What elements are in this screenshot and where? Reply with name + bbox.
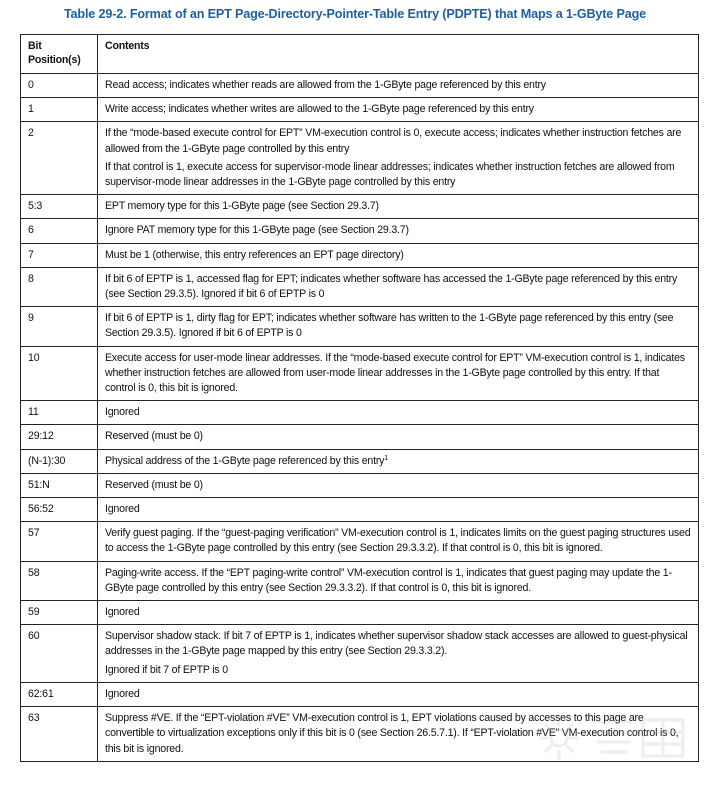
table-row xyxy=(21,498,699,522)
contents-paragraph xyxy=(105,311,692,341)
bit-position-cell: 62:61 xyxy=(21,682,98,706)
contents-paragraph xyxy=(105,405,692,420)
contents-cell xyxy=(98,243,699,267)
contents-paragraph xyxy=(105,126,692,156)
contents-paragraph xyxy=(105,248,692,263)
bit-position-cell: 5:3 xyxy=(21,195,98,219)
contents-cell xyxy=(98,267,699,306)
contents-cell xyxy=(98,449,699,473)
footnote-marker: 1 xyxy=(384,454,388,462)
table-row xyxy=(21,601,699,625)
bit-position-cell: 9 xyxy=(21,307,98,346)
table-row xyxy=(21,425,699,449)
contents-text: Suppress #VE. If the “EPT-violation #VE” VM-execution control is 1, EPT violations caused by accesses to this page are convertible to virtualization exceptions only if this bit is 0 (see Section 26.5.7.1). If “EPT-violation #VE” VM-execution control is 0, this bit is ignored. xyxy=(105,712,679,755)
table-row xyxy=(21,195,699,219)
contents-text: If that control is 1, execute access for supervisor-mode linear addresses; indicates whether instruction fetches are allowed from supervisor-mode linear addresses in the 1-GByte page controlled by this entry xyxy=(105,160,675,189)
contents-text: Physical address of the 1-GByte page referenced by this entry xyxy=(105,454,385,467)
contents-cell xyxy=(98,682,699,706)
contents-paragraph xyxy=(105,478,692,493)
contents-paragraph xyxy=(105,502,692,517)
contents-cell xyxy=(98,425,699,449)
table-caption: Table 29-2. Format of an EPT Page-Directory-Pointer-Table Entry (PDPTE) that Maps a 1-GByte Page xyxy=(63,7,647,21)
contents-paragraph xyxy=(105,526,692,556)
contents-paragraph xyxy=(105,663,692,678)
header-bit-positions: Bit Position(s) xyxy=(21,35,98,74)
contents-text: EPT memory type for this 1-GByte page (see Section 29.3.7) xyxy=(105,200,379,213)
bit-position-cell: 59 xyxy=(21,601,98,625)
contents-cell xyxy=(98,473,699,497)
table-row xyxy=(21,267,699,306)
contents-paragraph xyxy=(105,272,692,302)
bit-position-cell: 57 xyxy=(21,522,98,561)
table-row xyxy=(21,98,699,122)
bit-position-cell: 7 xyxy=(21,243,98,267)
table-header-row xyxy=(21,35,699,74)
contents-text: Paging-write access. If the “EPT paging-write control” VM-execution control is 1, indicates that guest paging may update the 1-GByte page controlled by this entry (see Section 29.3.3.2). If that control is 0, this bit is ignored. xyxy=(105,566,672,594)
contents-paragraph xyxy=(105,351,692,397)
contents-cell xyxy=(98,401,699,425)
bit-position-cell: 0 xyxy=(21,74,98,98)
table-row xyxy=(21,522,699,561)
contents-text: Must be 1 (otherwise, this entry references an EPT page directory) xyxy=(105,248,404,261)
bit-position-cell: 1 xyxy=(21,98,98,122)
contents-text: Read access; indicates whether reads are allowed from the 1-GByte page referenced by this entry xyxy=(105,79,546,91)
bit-position-cell: 8 xyxy=(21,267,98,306)
contents-cell xyxy=(98,122,699,195)
contents-text: Verify guest paging. If the “guest-paging verification” VM-execution control is 1, indicates limits on the guest paging structures used to access the 1-GByte page controlled by this entry (see Section 29.3.3.2). If that control is 0, this bit is ignored. xyxy=(105,527,691,555)
pdpte-format-table xyxy=(20,34,699,762)
table-row xyxy=(21,473,699,497)
bit-position-cell: 58 xyxy=(21,561,98,600)
bit-position-cell: 10 xyxy=(21,346,98,401)
header-contents: Contents xyxy=(98,35,699,74)
contents-cell xyxy=(98,625,699,683)
contents-paragraph xyxy=(105,605,692,620)
contents-paragraph xyxy=(105,223,692,238)
contents-text: Supervisor shadow stack. If bit 7 of EPTP is 1, indicates whether supervisor shadow stack accesses are allowed to guest-physical addresses in the 1-GByte page mapped by this entry (see Section 29.3.3.2). xyxy=(105,630,688,658)
contents-text: Ignored if bit 7 of EPTP is 0 xyxy=(105,663,228,676)
contents-paragraph xyxy=(105,629,692,659)
contents-text: Execute access for user-mode linear addresses. If the “mode-based execute control for EPT” VM-execution control is 1, indicates whether instruction fetches are allowed from user-mode linear addresses in the 1-GByte page controlled by this entry. If that control is 0, this bit is ignored. xyxy=(105,351,685,395)
table-row xyxy=(21,219,699,243)
contents-text: Ignored xyxy=(105,503,140,516)
table-row xyxy=(21,243,699,267)
contents-cell xyxy=(98,98,699,122)
table-row xyxy=(21,707,699,762)
bit-position-cell: 11 xyxy=(21,401,98,425)
contents-text: If bit 6 of EPTP is 1, dirty flag for EPT; indicates whether software has written to the 1-GByte page referenced by this entry (see Section 29.3.5). Ignored if bit 6 of EPTP is 0 xyxy=(105,312,674,340)
table-row xyxy=(21,401,699,425)
table-row xyxy=(21,346,699,401)
contents-cell xyxy=(98,307,699,346)
contents-paragraph xyxy=(105,711,692,757)
contents-text: If the “mode-based execute control for EPT” VM-execution control is 0, execute access; indicates whether instruction fetches are allowed from the 1-GByte page controlled by this entry xyxy=(105,127,682,155)
bit-position-cell: 56:52 xyxy=(21,498,98,522)
bit-position-cell: 29:12 xyxy=(21,425,98,449)
contents-cell xyxy=(98,346,699,401)
contents-text: Write access; indicates whether writes are allowed to the 1-GByte page referenced by this entry xyxy=(105,103,534,116)
table-row xyxy=(21,122,699,195)
table-row xyxy=(21,307,699,346)
contents-cell xyxy=(98,74,699,98)
contents-cell xyxy=(98,561,699,600)
contents-paragraph xyxy=(105,199,692,214)
bit-position-cell: 6 xyxy=(21,219,98,243)
bit-position-cell: 51:N xyxy=(21,473,98,497)
bit-position-cell: (N-1):30 xyxy=(21,449,98,473)
contents-cell xyxy=(98,522,699,561)
contents-text: Ignored xyxy=(105,606,140,619)
bit-position-cell: 60 xyxy=(21,625,98,683)
contents-cell xyxy=(98,195,699,219)
contents-cell xyxy=(98,498,699,522)
contents-paragraph xyxy=(105,160,692,190)
contents-paragraph xyxy=(105,78,692,93)
table-row xyxy=(21,561,699,600)
contents-cell xyxy=(98,219,699,243)
contents-paragraph xyxy=(105,102,692,117)
table-row xyxy=(21,682,699,706)
contents-cell xyxy=(98,707,699,762)
table-row xyxy=(21,449,699,473)
contents-text: Reserved (must be 0) xyxy=(105,430,203,443)
contents-paragraph xyxy=(105,687,692,702)
contents-text: Reserved (must be 0) xyxy=(105,478,203,491)
contents-paragraph xyxy=(105,454,692,469)
bit-position-cell: 2 xyxy=(21,122,98,195)
contents-text: Ignored xyxy=(105,687,140,700)
contents-cell xyxy=(98,601,699,625)
table-row xyxy=(21,74,699,98)
contents-text: If bit 6 of EPTP is 1, accessed flag for EPT; indicates whether software has accessed the 1-GByte page referenced by this entry (see Section 29.3.5). Ignored if bit 6 of EPTP is 0 xyxy=(105,272,678,301)
contents-paragraph xyxy=(105,566,692,596)
contents-text: Ignore PAT memory type for this 1-GByte page (see Section 29.3.7) xyxy=(105,224,409,237)
table-row xyxy=(21,625,699,683)
bit-position-cell: 63 xyxy=(21,707,98,762)
contents-text: Ignored xyxy=(105,406,140,419)
contents-paragraph xyxy=(105,429,692,444)
